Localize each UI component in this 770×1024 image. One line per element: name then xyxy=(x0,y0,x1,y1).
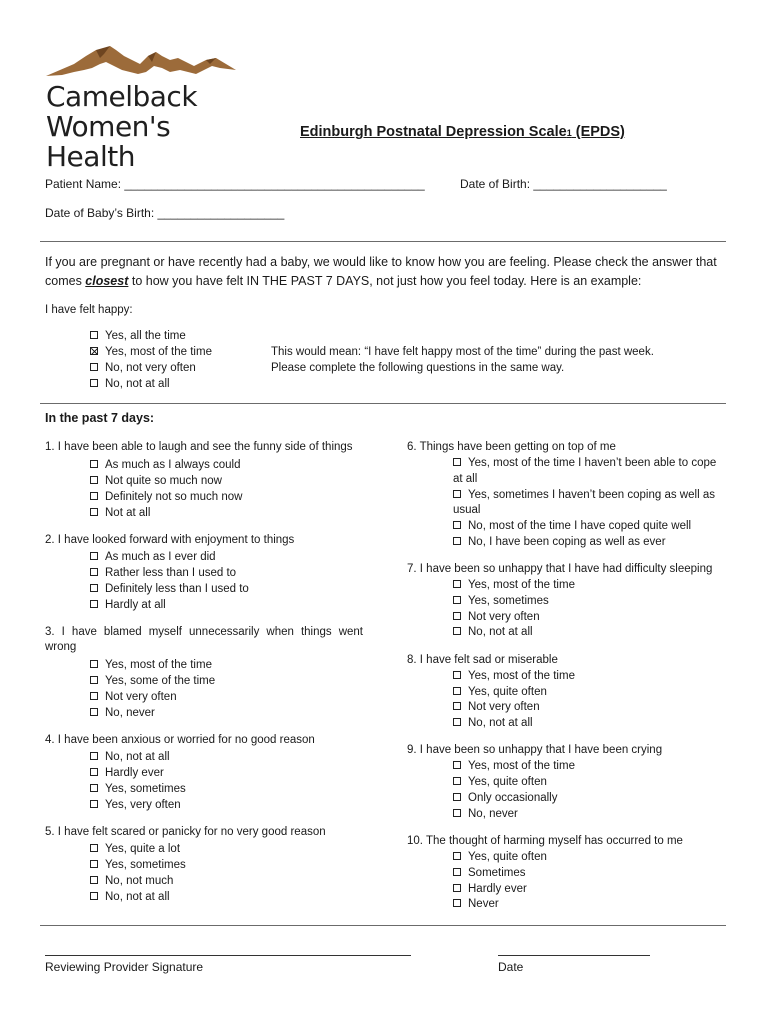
option[interactable] xyxy=(453,850,547,865)
option[interactable] xyxy=(453,594,549,609)
checkbox-icon xyxy=(90,844,98,852)
option-label: Yes, sometimes xyxy=(105,859,186,871)
title-footnote: 1 xyxy=(566,128,572,138)
checkbox-icon xyxy=(90,876,98,884)
option[interactable] xyxy=(90,842,180,857)
option[interactable] xyxy=(453,897,499,912)
option-label: Yes, quite a lot xyxy=(105,843,181,855)
option-label: No, not at all xyxy=(105,891,170,903)
checkbox-icon xyxy=(453,580,461,588)
checkbox-icon xyxy=(453,671,461,679)
option-label: Yes, quite often xyxy=(468,776,547,788)
option-label: No, not at all xyxy=(468,626,533,638)
checkbox-icon xyxy=(90,552,98,560)
option[interactable] xyxy=(453,685,547,700)
option-label: No, never xyxy=(468,808,518,820)
checkbox-icon xyxy=(90,800,98,808)
instructions xyxy=(45,253,729,291)
option-label: Yes, most of the time xyxy=(468,760,575,772)
option[interactable] xyxy=(90,490,242,505)
checkbox-icon xyxy=(453,884,461,892)
checkbox-icon xyxy=(90,860,98,868)
checkbox-icon xyxy=(90,568,98,576)
question-1: 1. I have been able to laugh and see the funny side of things xyxy=(45,441,353,453)
checkbox-icon xyxy=(90,752,98,760)
checkbox-icon xyxy=(90,508,98,516)
option-label: Hardly ever xyxy=(468,883,527,895)
option[interactable] xyxy=(90,690,177,705)
example-note-1: This would mean: “I have felt happy most of the time” during the past week. xyxy=(271,346,654,358)
option-label: As much as I always could xyxy=(105,459,241,471)
option-label: As much as I ever did xyxy=(105,551,216,563)
question-2: 2. I have looked forward with enjoyment to things xyxy=(45,534,295,546)
date-label: Date xyxy=(498,960,524,974)
option-label: Yes, very often xyxy=(105,799,181,811)
option-label: No, not at all xyxy=(105,751,170,763)
option[interactable] xyxy=(90,458,241,473)
option-label: Yes, most of the time xyxy=(105,659,212,671)
checkbox-icon xyxy=(90,460,98,468)
option-label: Not very often xyxy=(468,701,540,713)
checkbox-icon xyxy=(90,708,98,716)
question-9: 9. I have been so unhappy that I have been crying xyxy=(407,744,663,756)
instructions-part2: to how you have felt IN THE PAST 7 DAYS, not just how you feel today. Here is an example: xyxy=(128,274,642,288)
section-title: In the past 7 days: xyxy=(45,411,155,425)
checkbox-icon xyxy=(90,768,98,776)
checkbox-icon xyxy=(453,809,461,817)
title-suffix: (EPDS) xyxy=(571,124,625,140)
question-7: 7. I have been so unhappy that I have had difficulty sleeping xyxy=(407,563,713,575)
example-note-2: Please complete the following questions in the same way. xyxy=(271,362,565,374)
option-label: Yes, most of the time xyxy=(468,579,575,591)
checkbox-icon xyxy=(90,892,98,900)
option-label: No, never xyxy=(105,707,155,719)
page-title xyxy=(300,124,625,140)
option[interactable] xyxy=(90,766,164,781)
checkbox-icon xyxy=(90,584,98,592)
option[interactable] xyxy=(453,610,540,625)
option-label: Never xyxy=(468,898,499,910)
option[interactable] xyxy=(453,535,666,550)
signature-label: Reviewing Provider Signature xyxy=(45,960,204,974)
option[interactable] xyxy=(453,791,557,806)
example-option[interactable] xyxy=(90,329,186,344)
patient-name-field[interactable]: Patient Name: _____________________________________________ xyxy=(45,177,425,191)
option[interactable] xyxy=(90,582,249,597)
option[interactable] xyxy=(90,890,170,905)
checkbox-icon xyxy=(90,331,98,339)
checkbox-icon xyxy=(453,868,461,876)
checkbox-icon xyxy=(90,600,98,608)
option-label: No, I have been coping as well as ever xyxy=(468,536,666,548)
option-label: No, not at all xyxy=(105,378,170,390)
option-label: Yes, some of the time xyxy=(105,675,216,687)
option-label: Definitely not so much now xyxy=(105,491,243,503)
option[interactable] xyxy=(453,625,533,640)
option[interactable] xyxy=(90,706,155,721)
option-continuation: usual xyxy=(453,504,481,516)
checkbox-icon xyxy=(453,687,461,695)
checkbox-icon xyxy=(453,702,461,710)
instructions-part1: If you are pregnant or have recently had a baby, we would like to know how you are feeling. Please check the answer that comes xyxy=(45,255,717,288)
option-label: Not very often xyxy=(468,611,540,623)
option[interactable] xyxy=(453,759,575,774)
option[interactable] xyxy=(90,598,166,613)
checkbox-icon xyxy=(453,596,461,604)
option-label: Yes, most of the time xyxy=(105,346,212,358)
option[interactable] xyxy=(90,474,222,489)
logo-line2: Women's Health xyxy=(46,110,171,173)
option-label: Yes, all the time xyxy=(105,330,186,342)
date-line[interactable] xyxy=(498,955,650,956)
checkbox-icon xyxy=(453,490,461,498)
checkbox-icon xyxy=(453,718,461,726)
signature-line[interactable] xyxy=(45,955,411,956)
checkbox-icon xyxy=(453,899,461,907)
checkbox-icon xyxy=(453,458,461,466)
option[interactable] xyxy=(453,578,575,593)
checkbox-icon xyxy=(90,784,98,792)
option-label: Not very often xyxy=(105,691,177,703)
option[interactable] xyxy=(90,674,215,689)
option[interactable] xyxy=(453,488,715,503)
baby-birth-date-field[interactable]: Date of Baby’s Birth: ___________________ xyxy=(45,206,285,220)
option-label: No, not much xyxy=(105,875,174,887)
option[interactable] xyxy=(90,566,236,581)
question-6: 6. Things have been getting on top of me xyxy=(407,441,616,453)
option-label: Yes, sometimes xyxy=(105,783,186,795)
option-label: Rather less than I used to xyxy=(105,567,237,579)
option[interactable] xyxy=(453,669,575,684)
option[interactable] xyxy=(453,456,716,471)
checked-checkbox-icon xyxy=(90,347,98,355)
instructions-emphasis: closest xyxy=(85,274,129,288)
checkbox-icon xyxy=(90,492,98,500)
example-option[interactable] xyxy=(90,377,170,392)
option-label: Hardly at all xyxy=(105,599,166,611)
divider xyxy=(40,925,726,926)
option[interactable] xyxy=(453,866,526,881)
option[interactable] xyxy=(453,519,691,534)
checkbox-icon xyxy=(453,777,461,785)
checkbox-icon xyxy=(90,676,98,684)
divider xyxy=(40,241,726,242)
option[interactable] xyxy=(90,798,181,813)
option-label: Yes, sometimes xyxy=(468,595,549,607)
option[interactable] xyxy=(453,775,547,790)
checkbox-icon xyxy=(453,521,461,529)
option[interactable] xyxy=(90,858,186,873)
option[interactable] xyxy=(453,700,540,715)
option-label: No, most of the time I have coped quite well xyxy=(468,520,692,532)
option-label: No, not very often xyxy=(105,362,196,374)
option[interactable] xyxy=(453,882,527,897)
checkbox-icon xyxy=(90,363,98,371)
checkbox-icon xyxy=(90,692,98,700)
option[interactable] xyxy=(453,807,518,822)
checkbox-icon xyxy=(453,793,461,801)
clinic-logo xyxy=(44,42,244,173)
option-label: Not at all xyxy=(105,507,151,519)
option-label: No, not at all xyxy=(468,717,533,729)
option[interactable] xyxy=(453,716,533,731)
checkbox-icon xyxy=(453,537,461,545)
option-label: Yes, most of the time xyxy=(468,670,575,682)
option-label: Yes, quite often xyxy=(468,686,547,698)
option[interactable] xyxy=(90,658,212,673)
option-label: Only occasionally xyxy=(468,792,558,804)
option-label: Yes, quite often xyxy=(468,851,547,863)
option-label: Yes, most of the time I haven’t been able to cope xyxy=(468,457,717,469)
question-3: 3. I have blamed myself unnecessarily when things went wrong xyxy=(45,626,363,653)
option-label: Yes, sometimes I haven’t been coping as well as xyxy=(468,489,715,501)
checkbox-icon xyxy=(90,476,98,484)
checkbox-icon xyxy=(453,612,461,620)
question-8: 8. I have felt sad or miserable xyxy=(407,654,558,666)
example-option[interactable] xyxy=(90,345,212,360)
date-of-birth-field[interactable]: Date of Birth: ____________________ xyxy=(460,177,667,191)
option[interactable] xyxy=(90,750,170,765)
checkbox-icon xyxy=(453,852,461,860)
example-option[interactable] xyxy=(90,361,196,376)
option[interactable] xyxy=(90,874,173,889)
checkbox-icon xyxy=(90,379,98,387)
option-label: Definitely less than I used to xyxy=(105,583,249,595)
question-10: 10. The thought of harming myself has occurred to me xyxy=(407,835,683,847)
divider xyxy=(40,403,726,404)
option[interactable] xyxy=(90,782,186,797)
option[interactable] xyxy=(90,550,216,565)
option-label: Not quite so much now xyxy=(105,475,222,487)
question-5: 5. I have felt scared or panicky for no very good reason xyxy=(45,826,326,838)
option-continuation: at all xyxy=(453,473,478,485)
mountain-logo-icon xyxy=(44,42,244,82)
option-label: Sometimes xyxy=(468,867,526,879)
checkbox-icon xyxy=(453,761,461,769)
checkbox-icon xyxy=(453,627,461,635)
option-label: Hardly ever xyxy=(105,767,164,779)
title-main: Edinburgh Postnatal Depression Scale xyxy=(300,124,567,140)
question-4: 4. I have been anxious or worried for no good reason xyxy=(45,734,315,746)
logo-line1: Camelback xyxy=(46,80,198,113)
checkbox-icon xyxy=(90,660,98,668)
example-prompt: I have felt happy: xyxy=(45,304,133,316)
option[interactable] xyxy=(90,506,150,521)
